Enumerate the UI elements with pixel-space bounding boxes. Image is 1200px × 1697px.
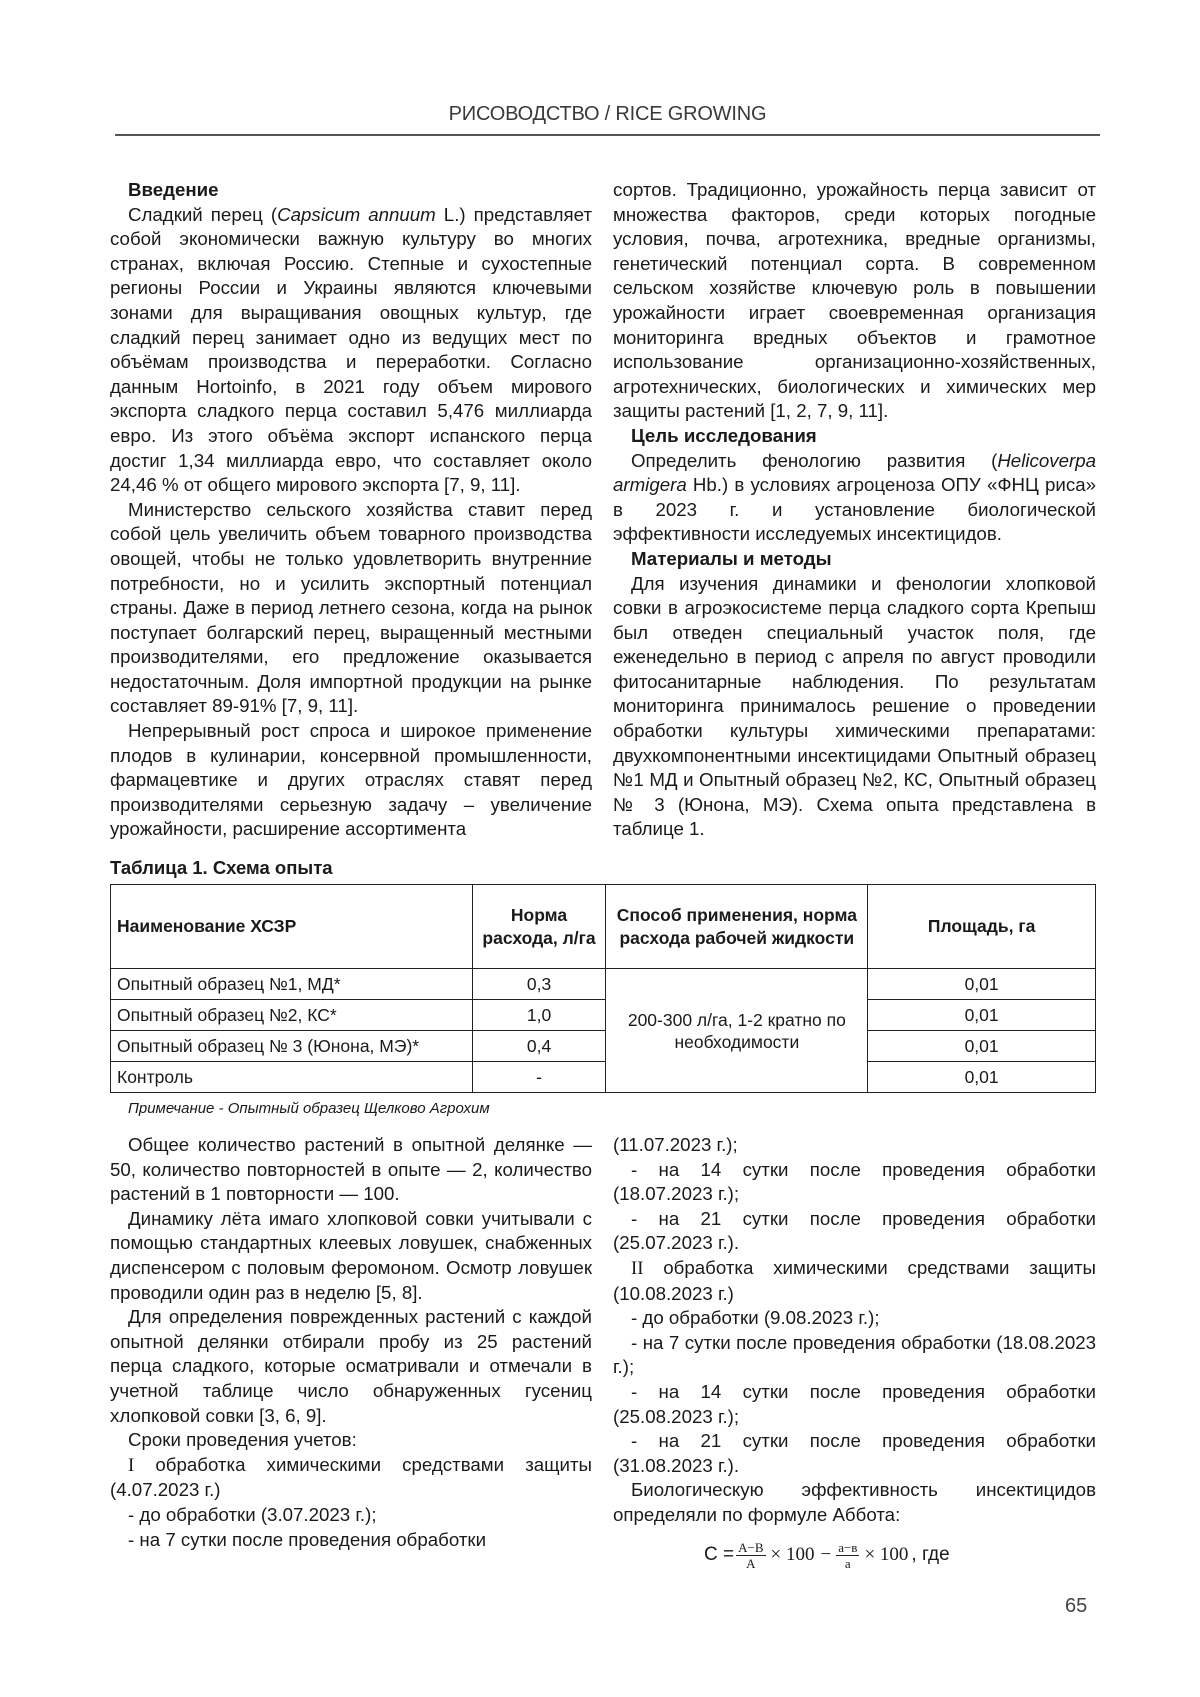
cell-product: Опытный образец №2, КС* xyxy=(111,1000,473,1031)
formula-times-2: × 100 xyxy=(864,1544,909,1565)
species-capsicum: Capsicum annuum xyxy=(277,203,436,225)
lb-paragraph-1: Общее количество растений в опытной делянке — 50, количество повторностей в опыте — 2, количество растений в 1 повторности — 100. xyxy=(110,1134,592,1205)
aim-heading: Цель исследования xyxy=(631,424,817,446)
experiment-scheme-table xyxy=(110,884,1096,1093)
species-helicoverpa: Helicoverpa armigera xyxy=(613,449,1096,496)
table-caption: Таблица 1. Схема опыта xyxy=(110,857,333,878)
table-row xyxy=(111,1000,1096,1031)
right-column-bottom xyxy=(613,1133,1096,1528)
formula-fraction-1 xyxy=(736,1540,765,1571)
fraction-2-numerator: а−в xyxy=(838,1539,858,1555)
roman-numeral-1: I xyxy=(128,1454,135,1476)
methods-paragraph: Для изучения динамики и фенологии хлопковой совки в агроэкосистеме перца сладкого сорта Крепыш был отведен специальный участок поля, где еженедельно в период с апреля по август проводили фитосанитарные наблюдения. По результатам мониторинга принималось решение о проведении обработки культуры химическими препаратами: двухкомпонентными инсектицидами Опытный образец №1 МД и Опытный образец №2, КС, Опытный образец № 3 (Юнона, МЭ). Схема опыта представлена в таблице 1. xyxy=(613,572,1096,840)
fraction-1-numerator: А−В xyxy=(738,1539,764,1555)
cell-area: 0,01 xyxy=(868,969,1096,1000)
left-column-bottom xyxy=(110,1133,592,1552)
formula-lhs: С = xyxy=(704,1544,735,1565)
header-method: Способ применения, норма расхода рабочей жидкости xyxy=(606,885,868,969)
table-row xyxy=(111,1031,1096,1062)
cell-area: 0,01 xyxy=(868,1062,1096,1093)
aim-paragraph xyxy=(613,449,1096,547)
rb-paragraph-5: - до обработки (9.08.2023 г.); xyxy=(631,1307,880,1329)
fraction-2-denominator: а xyxy=(844,1555,851,1571)
rb-paragraph-4 xyxy=(613,1256,1096,1306)
methods-heading: Материалы и методы xyxy=(631,547,832,569)
fraction-1-denominator: А xyxy=(746,1555,756,1571)
lb-paragraph-3: Для определения поврежденных растений с каждой опытной делянки отбирали пробу из 25 растений перца сладкого, которые осматривали и отмечали в учетной таблице число обнаруженных гусениц хлопковой совки [3, 6, 9]. xyxy=(110,1306,592,1426)
cell-product: Опытный образец № 3 (Юнона, МЭ)* xyxy=(111,1031,473,1062)
lb-paragraph-4: Сроки проведения учетов: xyxy=(128,1429,357,1451)
lb-paragraph-5 xyxy=(110,1453,592,1503)
intro-heading: Введение xyxy=(128,179,219,200)
intro-paragraph-1 xyxy=(110,203,592,498)
formula-minus: − xyxy=(820,1544,832,1565)
cell-area: 0,01 xyxy=(868,1000,1096,1031)
lb-paragraph-7: - на 7 сутки после проведения обработки xyxy=(128,1528,487,1550)
intro-paragraph-2: Министерство сельского хозяйства ставит перед собой цель увеличить объем товарного производства овощей, чтобы не только удовлетворить внутренние потребности, но и усилить экспортный потенциал страны. Даже в период летнего сезона, когда на рынок поступает болгарский перец, выращенный местными производителями, его предложение оказывается недостаточным. Доля импортной продукции на рынке составляет 89-91% [7, 9, 11]. xyxy=(110,498,592,717)
abbott-formula xyxy=(704,1530,950,1580)
cell-rate: 0,4 xyxy=(472,1031,606,1062)
formula-fraction-2 xyxy=(836,1540,859,1571)
rb-paragraph-7: - на 14 сутки после проведения обработки (25.08.2023 г.); xyxy=(613,1380,1096,1427)
left-column-top xyxy=(110,178,592,842)
cell-rate: 0,3 xyxy=(472,969,606,1000)
lb-paragraph-6: - до обработки (3.07.2023 г.); xyxy=(128,1503,377,1525)
running-head: РИСОВОДСТВО / RICE GROWING xyxy=(448,103,767,125)
cell-area: 0,01 xyxy=(868,1031,1096,1062)
rb-p4-text: обработка химическими средствами защиты (10.08.2023 г.) xyxy=(613,1256,1096,1304)
cell-rate: 1,0 xyxy=(472,1000,606,1031)
formula-times-1: × 100 xyxy=(770,1544,815,1565)
intro-continued: сортов. Традиционно, урожайность перца зависит от множества факторов, среди которых погодные условия, почва, агротехника, вредные организмы, генетический потенциал сорта. В современном сельском хозяйстве ключевую роль в повышении урожайности играет своевременная организация мониторинга вредных объектов и грамотное использование организационно-хозяйственных, агротехнических, биологических и химических мер защиты растений [1, 2, 7, 9, 11]. xyxy=(613,179,1096,422)
cell-rate: - xyxy=(472,1062,606,1093)
table-row xyxy=(111,969,1096,1000)
intro-p1-b: L.) представляет собой экономически важную культуру во многих странах, включая Россию. Степные и сухостепные регионы России и Украины являются ключевыми зонами для выращивания овощных культур, где сладкий перец занимает одно из ведущих мест по объёмам производства и переработки. Согласно данным Hortoinfo, в 2021 году объем мирового экспорта сладкого перца составил 5,476 миллиарда евро. Из этого объёма экспорт испанского перца достиг 1,34 миллиарда евро, что составляет около 24,46 % от общего мирового экспорта [7, 9, 11]. xyxy=(110,203,592,496)
header-rate: Норма расхода, л/га xyxy=(472,885,606,969)
lb-p5-text: обработка химическими средствами защиты (4.07.2023 г.) xyxy=(110,1453,592,1501)
rb-paragraph-3: - на 21 сутки после проведения обработки (25.07.2023 г.). xyxy=(613,1207,1096,1254)
rb-paragraph-9: Биологическую эффективность инсектицидов определяли по формуле Аббота: xyxy=(613,1479,1096,1525)
aim-b: Hb.) в условиях агроценоза ОПУ «ФНЦ риса» в 2023 г. и установление биологической эффективности исследуемых инсектицидов. xyxy=(613,474,1096,545)
page-number: 65 xyxy=(1065,1595,1088,1617)
lb-paragraph-2: Динамику лёта имаго хлопковой совки учитывали с помощью стандартных клеевых ловушек, снабженных диспенсером с половым феромоном. Осмотр ловушек проводили один раз в неделю [5, 8]. xyxy=(110,1207,592,1303)
right-column-top xyxy=(613,178,1096,842)
formula-tail: , где xyxy=(911,1544,950,1565)
cell-product: Опытный образец №1, МД* xyxy=(111,969,473,1000)
rb-paragraph-8: - на 21 сутки после проведения обработки (31.08.2023 г.). xyxy=(613,1430,1096,1476)
aim-a: Определить фенологию развития ( xyxy=(631,449,998,471)
header-product-name: Наименование ХСЗР xyxy=(111,885,473,969)
table-row xyxy=(111,1062,1096,1093)
table-note: Примечание - Опытный образец Щелково Агрохим xyxy=(128,1100,490,1117)
header-area: Площадь, га xyxy=(868,885,1096,969)
cell-method: 200-300 л/га, 1-2 кратно по необходимости xyxy=(606,969,868,1093)
header-rule xyxy=(115,134,1100,136)
rb-paragraph-6: - на 7 сутки после проведения обработки (18.08.2023 г.); xyxy=(613,1331,1096,1378)
roman-numeral-2: II xyxy=(631,1257,644,1279)
table-header-row xyxy=(111,885,1096,969)
rb-paragraph-2: - на 14 сутки после проведения обработки (18.07.2023 г.); xyxy=(613,1158,1096,1205)
intro-paragraph-3: Непрерывный рост спроса и широкое применение плодов в кулинарии, консервной промышленности, фармацевтике и других отраслях ставят перед производителями серьезную задачу – увеличение урожайности, расширение ассортимента xyxy=(110,720,592,840)
cell-product: Контроль xyxy=(111,1062,473,1093)
rb-paragraph-1: (11.07.2023 г.); xyxy=(613,1134,738,1155)
intro-p1-a: Сладкий перец ( xyxy=(128,203,278,225)
